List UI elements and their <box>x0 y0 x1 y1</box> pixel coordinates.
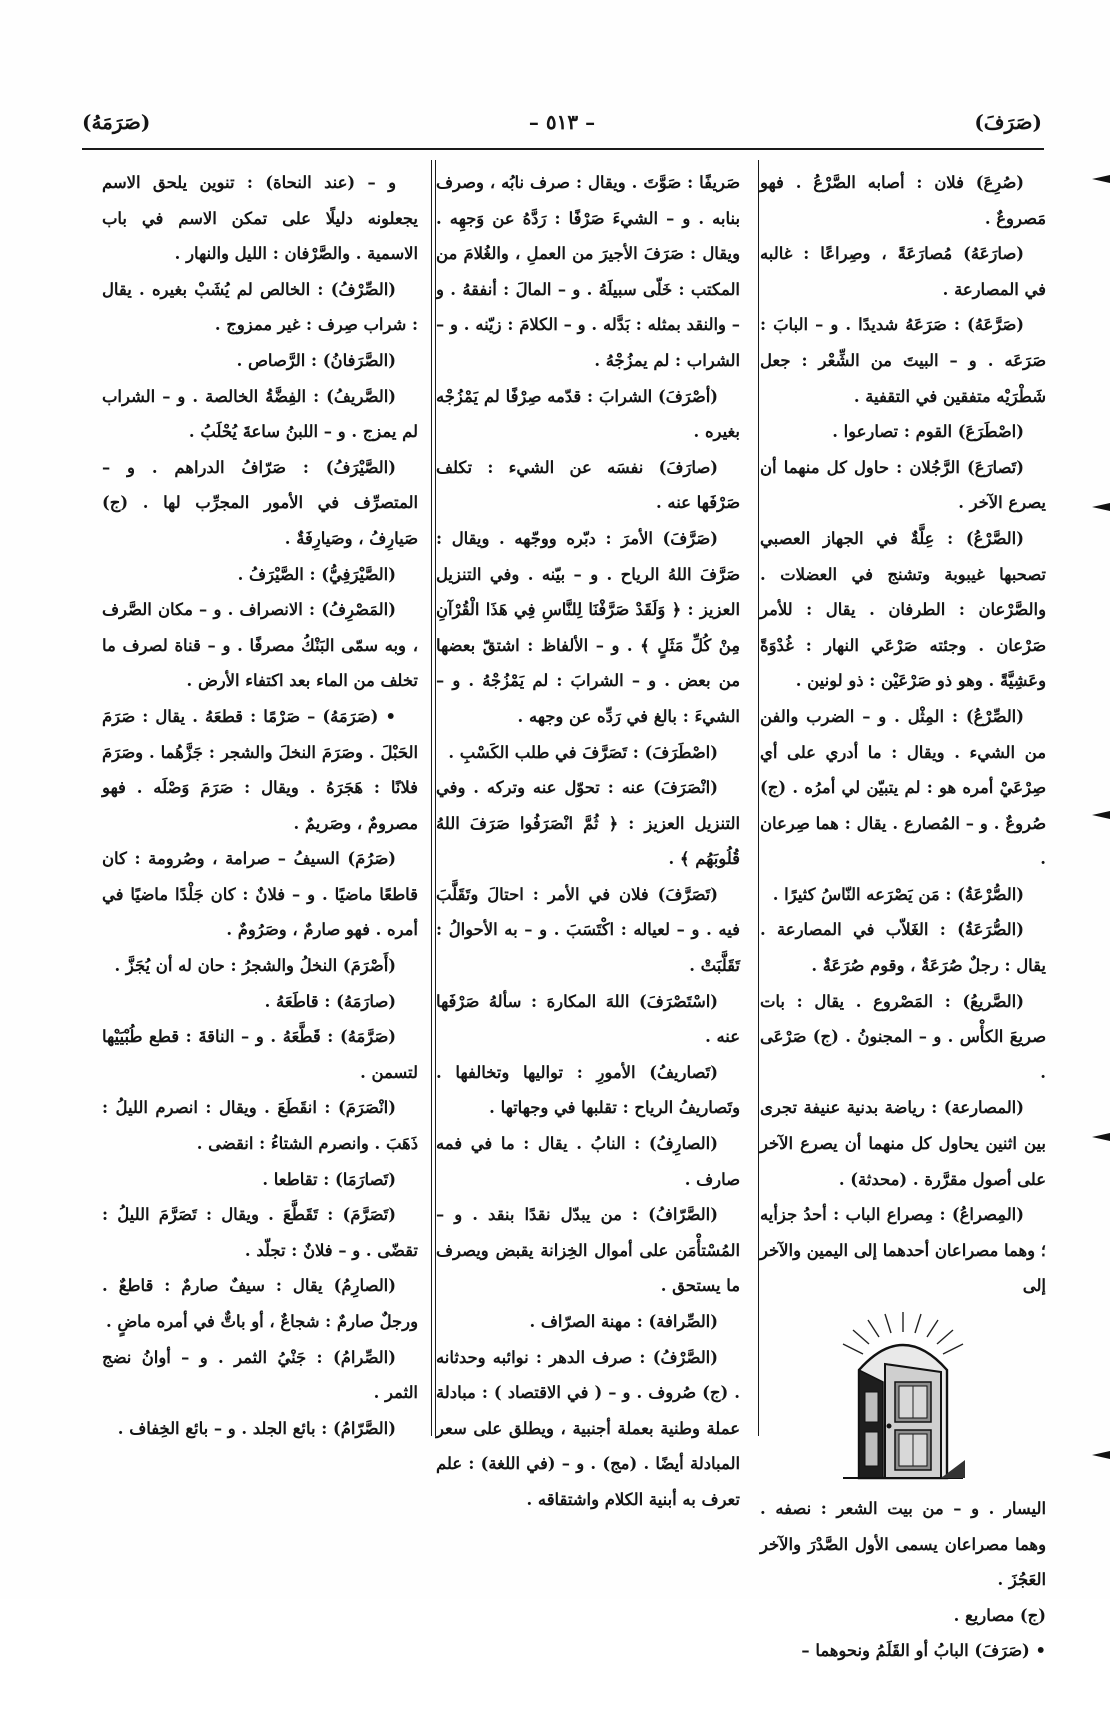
entry: (تَصارَمَا) : تقاطعا . <box>262 1169 396 1189</box>
entry: (أَصْرَمَ) النخلُ والشجرُ : حان له أن يُجَزَّ . <box>114 956 396 976</box>
entry: (الصِّرْعُ) : المِثْل . و – الضرب والفن من الشيء . ويقال : ما أدري على أي صِرْعَيْ أمره هو : لم يتبيّن لي أمرُه . (ج) صُروعٌ . و – المُصارع . يقال : هما صِرعان . <box>760 706 1046 869</box>
entry: (الصِّرامُ) : جَنْيُ الثمر . و – أوانُ نضج الثمر . <box>102 1347 418 1403</box>
door-illustration <box>813 1310 993 1485</box>
entry: (الصَّرْعُ) : عِلَّةٌ في الجهاز العصبي تصحبها غيبوبة وتشنج في العضلات . والصَّرْعان : الطرفان . يقال : للأمر صَرْعان . وجئته صَرْعَي النهار : غُدْوَةً وعَشِيَّةً . وهو ذو صَرْعَيْن : ذو لونين . <box>760 528 1046 691</box>
entry: (انْصَرَفَ) عنه : تحوّل عنه وتركه . وفي التنزيل العزيز : ﴿ ثُمَّ انْصَرَفُوا صَرَفَ اللهُ قُلُوبَهُم ﴾ . <box>436 778 740 869</box>
entry: (صَرَّمَهُ) : قَطَّعَهُ . و – الناقةَ : قطع طُبْيَيْها لتسمن . <box>102 1027 418 1082</box>
margin-mark-icon <box>1088 1130 1110 1144</box>
margin-mark-icon <box>1088 808 1110 822</box>
column-divider <box>758 160 759 1436</box>
entry: (ج) مصاريع . <box>953 1605 1046 1625</box>
entry: (تَصَرَّمَ) : تَقَطَّعَ . ويقال : تَصَرَّمَ الليلُ : تقضّى . و – فلانٌ : تجلّد . <box>102 1205 418 1260</box>
margin-mark-icon <box>1088 500 1110 514</box>
entry: (صَرَّعَهُ) : صَرَعَهُ شديدًا . و – البابَ : صَرَعَه . و – البيتَ من الشِّعْر : جعل شَطْرَيْه متفقين في التقفية . <box>760 315 1046 406</box>
column-middle <box>436 165 740 1735</box>
entry: • (صَرَمَهُ) – صَرْمًا : قطعَهُ . يقال : صَرَمَ الحَبْلَ . وصَرَمَ النخلَ والشجر : جَزَّهُما . وصَرَمَ فلانًا : هَجَرَهُ . ويقال : صَرَمَ وَصْلَه . فهو مصرومٌ ، وصَريمٌ . <box>102 706 418 833</box>
entry-continuation: صَريفًا : صَوَّتَ . ويقال : صرف نابُه ، وصرف بنابه . و – الشيءَ صَرْفًا : رَدَّهُ عن وَجهِه . ويقال : صَرَفَ الأجيرَ من العملِ ، والغُلامَ من المكتب : خَلّى سبيلَهُ . و – المالَ : أنفقهُ . و – والنقد بمثله : بَدَّله . و – الكلامَ : زيّنه . و – الشراب : لم يمزُجْهُ . <box>436 173 740 370</box>
entry: • (صَرَفَ) البابُ أو القَلَمُ ونحوهما – <box>801 1641 1046 1661</box>
entry: (الصُّرْعَةُ) : مَن يَصْرَعه النّاسُ كثيرًا . <box>772 884 1024 904</box>
page-number: – ٥١٣ – <box>528 110 596 134</box>
entry: (الصَّيْرَفُ) : صَرّافُ الدراهم . و – المتصرِّف في الأمور المجرِّب لها . (ج) صَيارِفُ ، وصَيارِفَةٌ . <box>102 457 418 548</box>
column-divider <box>431 160 432 1436</box>
right-running-head: (صَرَفَ) <box>974 110 1042 134</box>
entry: (صَرُمَ) السيفُ – صرامة ، وصُرومة : كان قاطعًا ماضيًا . و – فلانٌ : كان جَلْدًا ماضيًا في أمره . فهو صارمٌ ، وصَرُومٌ . <box>102 849 418 940</box>
left-running-head: (صَرَمَهُ) <box>82 110 151 134</box>
entry: (أصْرَفَ) الشرابَ : قدّمه صِرْفًا لم يَمْزُجْه بغيره . <box>436 386 740 442</box>
entry: (الصَّيْرَفِيُّ) : الصَّيْرَفُ . <box>237 564 396 584</box>
column-right <box>760 165 1046 1735</box>
door-leaves-icon <box>813 1310 993 1485</box>
header-rule <box>82 148 1044 150</box>
entry: (المِصراعُ) : مِصراع الباب : أحدُ جزأيه ؛ وهما مصراعان أحدهما إلى اليمين والآخر إلى <box>760 1205 1046 1296</box>
entry: و – (عند النحاة) : تنوين يلحق الاسم يجعلونه دليلًا على تمكن الاسم في باب الاسمية . والصَّرْفان : الليل والنهار . <box>102 173 418 264</box>
entry: (صارَعَهُ) مُصارَعَةً ، وصِراعًا : غالبه في المصارعة . <box>760 244 1046 299</box>
entry: (الصَّرّافُ) : من يبدّل نقدًا بنقد . و – المُسْتأْمَن على أموال الخِزانة يقبض ويصرف ما يستحق . <box>436 1205 740 1296</box>
entry: (الصارِفُ) : النابُ . يقال : ما في فمه صارف . <box>436 1134 740 1189</box>
entry: (الصَّرّامُ) : بائع الجلد . و – بائع الخِفاف . <box>117 1418 396 1438</box>
margin-mark-icon <box>1088 1448 1110 1462</box>
entry: (المَصْرِفُ) : الانصراف . و – مكان الصَّرف ، وبه سمّى البَنْكُ مصرفًا . و – قناة لصرف ما تخلف من الماء بعد اكتفاء الأرض . <box>102 600 418 691</box>
entry: (الصَّرْفُ) : صرف الدهر : نوائبه وحدثانه . (ج) صُروف . و – ( في الاقتصاد ) : مبادلة عملة وطنية بعملة أجنبية ، ويطلق على سعر المبادلة أيضًا . (مج) . و – (في اللغة) : علم تعرف به أبنية الكلام واشتقاقه . <box>436 1347 740 1509</box>
entry: (صَرَّفَ) الأمرَ : دبّره ووجّهه . ويقال : صَرَّفَ اللهُ الرياح . و – بيّنه . وفي التنزيل العزيز : ﴿ وَلَقَدْ صَرَّفْنَا لِلنَّاسِ فِي هَذَا الْقُرْآنِ مِنْ كُلِّ مَثَلٍ ﴾ . و – الألفاظ : اشتقّ بعضها من بعض . و – الشرابَ : لم يَمْزُجْهُ . و – الشيءَ : بالغ في رَدِّه عن وجهه . <box>436 528 740 726</box>
entry: (الصُّرَعَةُ) : الغَلاّب في المصارعة . يقال : رجلٌ صُرَعَةٌ ، وقوم صُرَعَةٌ . <box>760 920 1046 976</box>
entry: (صارَمَهُ) : قاطَعَهُ . <box>264 991 396 1011</box>
entry: (تَصارَعَ) الرَّجُلان : حاول كل منهما أن يصرع الآخر . <box>760 457 1046 513</box>
column-left <box>102 165 418 1735</box>
entry: (الصِّرافة) : مهنة الصرّاف . <box>529 1312 718 1331</box>
entry: (الصَّريعُ) : المَصْروع . يقال : بات صريعَ الكأْس . و – المجنونُ . (ج) صَرْعَى . <box>760 991 1046 1082</box>
entry: (اصْطَرَفَ) : تَصَرَّفَ في طلب الكَسْبِ . <box>448 742 718 762</box>
entry: (تَصاريفُ) الأمورِ : تواليها وتخالفها . وتَصاريفُ الرياح : تقلبها في وجهاتها . <box>436 1062 740 1118</box>
entry: (الصِّرْفُ) : الخالص لم يُشَبْ بغيره . يقال : شراب صِرف : غير ممزوج . <box>102 279 418 335</box>
entry: (الصارِمُ) يقال : سيفٌ صارمٌ : قاطعٌ . ورجلٌ صارمٌ : شجاعٌ ، أو باتٌّ في أمره ماضٍ . <box>102 1276 418 1331</box>
entry: (تَصَرَّفَ) فلان في الأمر : احتالَ وتَقَلَّبَ فيه . و – لعياله : اكْتَسَبَ . و – به الأحوالُ : تَقَلَّبَتْ . <box>436 884 740 976</box>
entry: (انْصَرَمَ) : انقَطَعَ . ويقال : انصرم الليلُ : ذَهَبَ . وانصرم الشتاءُ : انقضى . <box>102 1098 418 1154</box>
entry: (المصارعة) : رياضة بدنية عنيفة تجرى بين اثنين يحاول كل منهما أن يصرع الآخر على أصول مقرَّرة . (محدثة) . <box>760 1098 1046 1189</box>
entry: (صُرِعَ) فلان : أصابه الصَّرْعُ . فهو مَصروعٌ . <box>760 173 1046 228</box>
entry: (الصَّريفُ) : الفِضَّةُ الخالصة . و – الشراب لم يمزج . و – اللبنُ ساعةَ يُحْلَبُ . <box>102 386 418 442</box>
entry: (اسْتَصْرَفَ) اللهَ المكارهَ : سألهُ صَرْفَها عنه . <box>436 991 740 1047</box>
page-header <box>82 110 1042 144</box>
entry: (الصَّرَفانُ) : الرَّصاص . <box>236 350 396 370</box>
entry-continuation: اليسار . و – من بيت الشعر : نصفه . وهما مصراعان يسمى الأول الصَّدْرَ والآخر العَجُزَ . <box>760 1499 1046 1590</box>
margin-mark-icon <box>1088 172 1110 186</box>
entry: (صارَفَ) نفسَه عن الشيء : تكلف صَرْفَها عنه . <box>436 457 740 513</box>
entry: (اصْطَرَعَ) القوم : تصارعوا . <box>832 422 1024 442</box>
